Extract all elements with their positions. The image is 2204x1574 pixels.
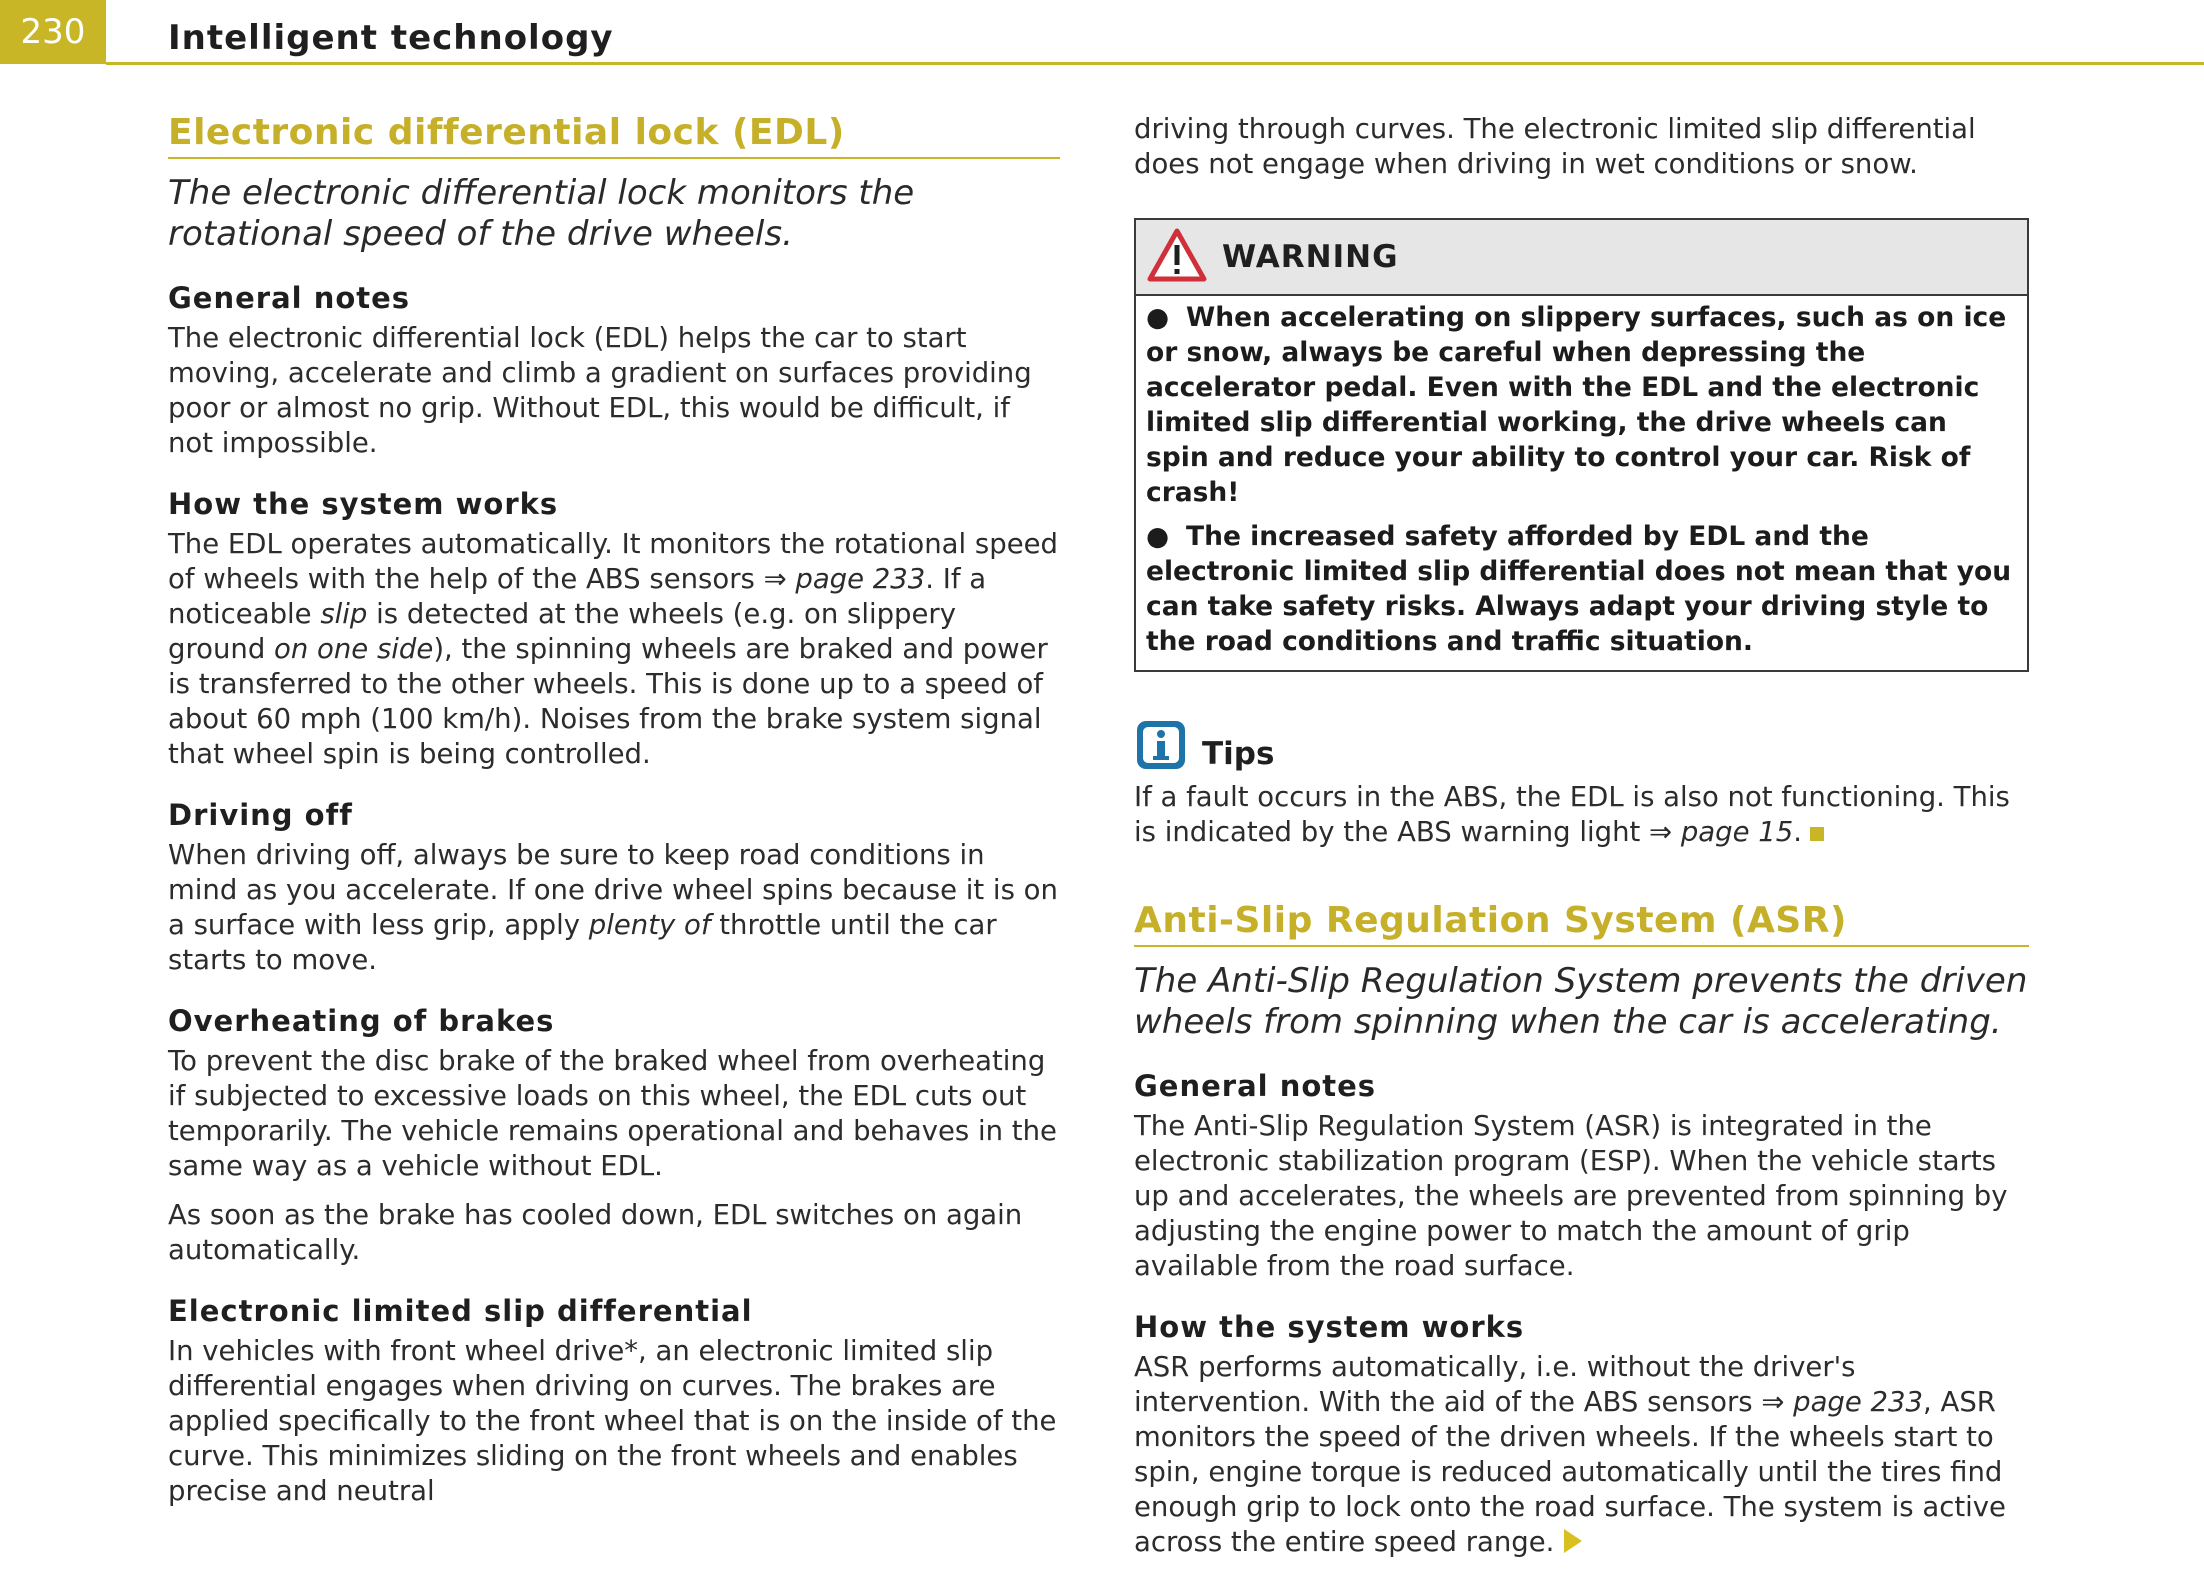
warning-item: ● When accelerating on slippery surfaces, such as on ice or snow, always be careful when depressing the accelerator pedal. Even with the EDL and the electronic limited slip differential working, the drive wheels can spin and reduce your ability to control your car. Risk of crash! <box>1146 302 2007 508</box>
edl-general-notes-heading: General notes <box>168 281 411 315</box>
edl-general-notes-text: The electronic differential lock (EDL) helps the car to start moving, accelerate and climb a gradient on surfaces providing poor or almost no grip. Without EDL, this would be difficult, if not impossible. <box>168 322 1032 459</box>
info-icon <box>1134 718 1188 776</box>
elsd-continuation: driving through curves. The electronic limited slip differential does not engage when driving in wet conditions or snow. <box>1134 113 1976 180</box>
warning-label: WARNING <box>1222 239 1399 275</box>
edl-how-text: The EDL operates automatically. It monitors the rotational speed of wheels with the help of the ABS sensors ⇒ page 233. If a noticeable slip is detected at the wheels (e.g. on slippery ground on one side), the spinning wheels are braked and power is transferred to the other wheels. This is done up to a speed of about 60 mph (100 km/h). Noises from the brake system signal that wheel spin is being controlled. <box>168 528 1058 770</box>
tips-text: If a fault occurs in the ABS, the EDL is also not functioning. This is indicated by the ABS warning light ⇒ page 15. <box>1134 781 2010 848</box>
asr-section-title: Anti-Slip Regulation System (ASR) <box>1134 900 2029 947</box>
page-ref-link[interactable]: ⇒ page 233 <box>1761 1386 1924 1418</box>
edl-how-heading: How the system works <box>168 487 559 521</box>
edl-intro: The electronic differential lock monitors the rotational speed of the drive wheels. <box>168 173 915 254</box>
warning-box <box>1134 218 2029 672</box>
elsd-heading: Electronic limited slip differential <box>168 1294 753 1328</box>
warning-triangle-icon <box>1146 227 1208 287</box>
chapter-title: Intelligent technology <box>168 18 614 58</box>
edl-section-title: Electronic differential lock (EDL) <box>168 112 1060 159</box>
section-end-mark <box>1810 827 1824 841</box>
warning-item: ● The increased safety afforded by EDL and the electronic limited slip differential does not mean that you can take safety risks. Always adapt your driving style to the road conditions and traffic situation. <box>1146 521 2012 657</box>
page-ref-link[interactable]: ⇒ page 15 <box>1649 816 1794 848</box>
right-column <box>1134 112 2029 1574</box>
asr-general-notes-text: The Anti-Slip Regulation System (ASR) is integrated in the electronic stabilization program (ESP). When the vehicle starts up and accelerates, the wheels are prevented from spinning by adjusting the engine power to match the amount of grip available from the road surface. <box>1134 1110 2008 1282</box>
bullet-icon: ● <box>1146 302 1170 333</box>
warning-header <box>1136 220 2027 296</box>
overheating-heading: Overheating of brakes <box>168 1004 555 1038</box>
driving-off-heading: Driving off <box>168 798 353 832</box>
elsd-text: In vehicles with front wheel drive*, an electronic limited slip differential engages when driving on curves. The brakes are applied specifically to the front wheel that is on the inside of the curve. This minimizes sliding on the front wheels and enables precise and neutral <box>168 1335 1057 1507</box>
overheating-text-2: As soon as the brake has cooled down, EDL switches on again automatically. <box>168 1199 1023 1266</box>
overheating-text-1: To prevent the disc brake of the braked wheel from overheating if subjected to excessive loads on this wheel, the EDL cuts out temporarily. The vehicle remains operational and behaves in the same way as a vehicle without EDL. <box>168 1045 1057 1182</box>
header-rule <box>106 62 2204 65</box>
bullet-icon: ● <box>1146 521 1170 552</box>
tips-header <box>1134 718 2029 776</box>
left-column <box>168 112 1060 1523</box>
continue-arrow-icon <box>1564 1529 1582 1553</box>
asr-general-notes-heading: General notes <box>1134 1069 1377 1103</box>
asr-how-text: ASR performs automatically, i.e. without the driver's intervention. With the aid of the ABS sensors ⇒ page 233, ASR monitors the speed of the driven wheels. If the wheels start to spin, engine torque is reduced automatically until the tires find enough grip to lock onto the road surface. The system is active across the entire speed range. <box>1134 1351 2006 1558</box>
warning-body <box>1136 296 2027 670</box>
driving-off-text: When driving off, always be sure to keep road conditions in mind as you accelerate. If one drive wheel spins because it is on a surface with less grip, apply plenty of throttle until the car starts to move. <box>168 839 1058 976</box>
asr-intro: The Anti-Slip Regulation System prevents the driven wheels from spinning when the car is accelerating. <box>1134 961 2028 1042</box>
tips-label: Tips <box>1202 736 1275 772</box>
page-ref-link[interactable]: ⇒ page 233 <box>763 563 926 595</box>
asr-how-heading: How the system works <box>1134 1310 1525 1344</box>
page-number: 230 <box>0 0 106 64</box>
